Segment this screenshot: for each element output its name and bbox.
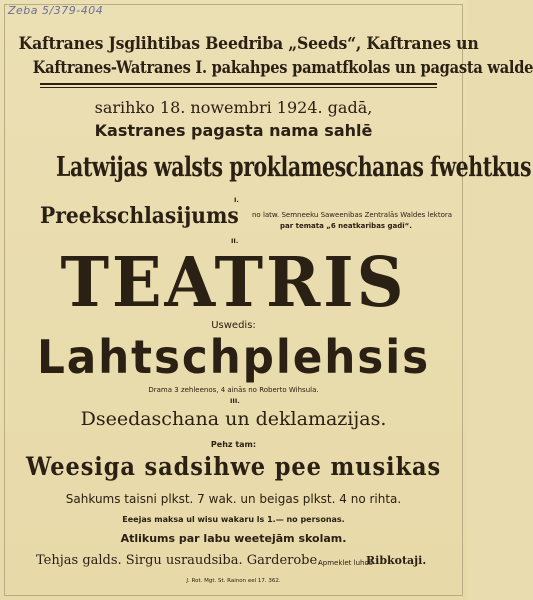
organizers-label: Ribkotaji. (366, 554, 427, 567)
play-title: Lahtschplehsis (37, 330, 430, 384)
entry-price-line: Eeejas maksa ul wisu wakaru ls 1.— no personas. (122, 515, 345, 524)
header-line-1: Kaftranes Jsglihtibas Beedriba „Seeds“, Kaftranes un (18, 34, 479, 54)
header-rule-thick (40, 83, 437, 85)
services-note: Apmeklet luhds (318, 559, 373, 567)
program-number-2: II. (231, 237, 239, 245)
date-line: sarihko 18. nowembri 1924. gadā, (94, 98, 373, 117)
header-rule-thin (40, 87, 437, 88)
services-line: Tehjas galds. Sirgu usraudsiba. Garderobe. (36, 553, 322, 568)
dance-title: Weesiga sadsihwe pee musikas (25, 452, 442, 481)
celebration-title: Latwijas walsts proklameschanas fwehtkus (56, 152, 532, 183)
archive-mark: Zeba 5/379-404 (8, 4, 104, 17)
theatre-title: TEATRIS (60, 243, 407, 323)
play-note: Drama 3 zehleenos, 4 ainās no Roberto Wihsula. (148, 386, 319, 394)
program-number-1: I. (234, 196, 239, 204)
after-label: Pehz tam: (210, 440, 257, 449)
lecture-note-2: par temata „6 neatkaribas gadi“. (280, 222, 412, 230)
header-line-2: Kaftranes-Watranes I. pakahpes pamatfkolas un pagasta walde (32, 58, 533, 78)
lecture-title: Preekschlasijums (40, 203, 239, 229)
singing-line: Dseedaschana un deklamazijas. (80, 408, 387, 430)
venue-line: Kastranes pagasta nama sahlē (94, 121, 373, 140)
appeal-line: Atlikums par labu weetejām skolam. (120, 532, 347, 545)
program-number-3: III. (230, 397, 240, 405)
staging-label: Uswedis: (211, 320, 256, 331)
printer-imprint: J. Rot. Mgt. St. Rainon eel 17. 362. (186, 578, 281, 584)
lecture-note-1: no latw. Semneeku Saweenibas Zentralās Waldes lektora (252, 211, 453, 219)
times-line: Sahkums taisni plkst. 7 wak. un beigas plkst. 4 no rihta. (65, 492, 402, 506)
